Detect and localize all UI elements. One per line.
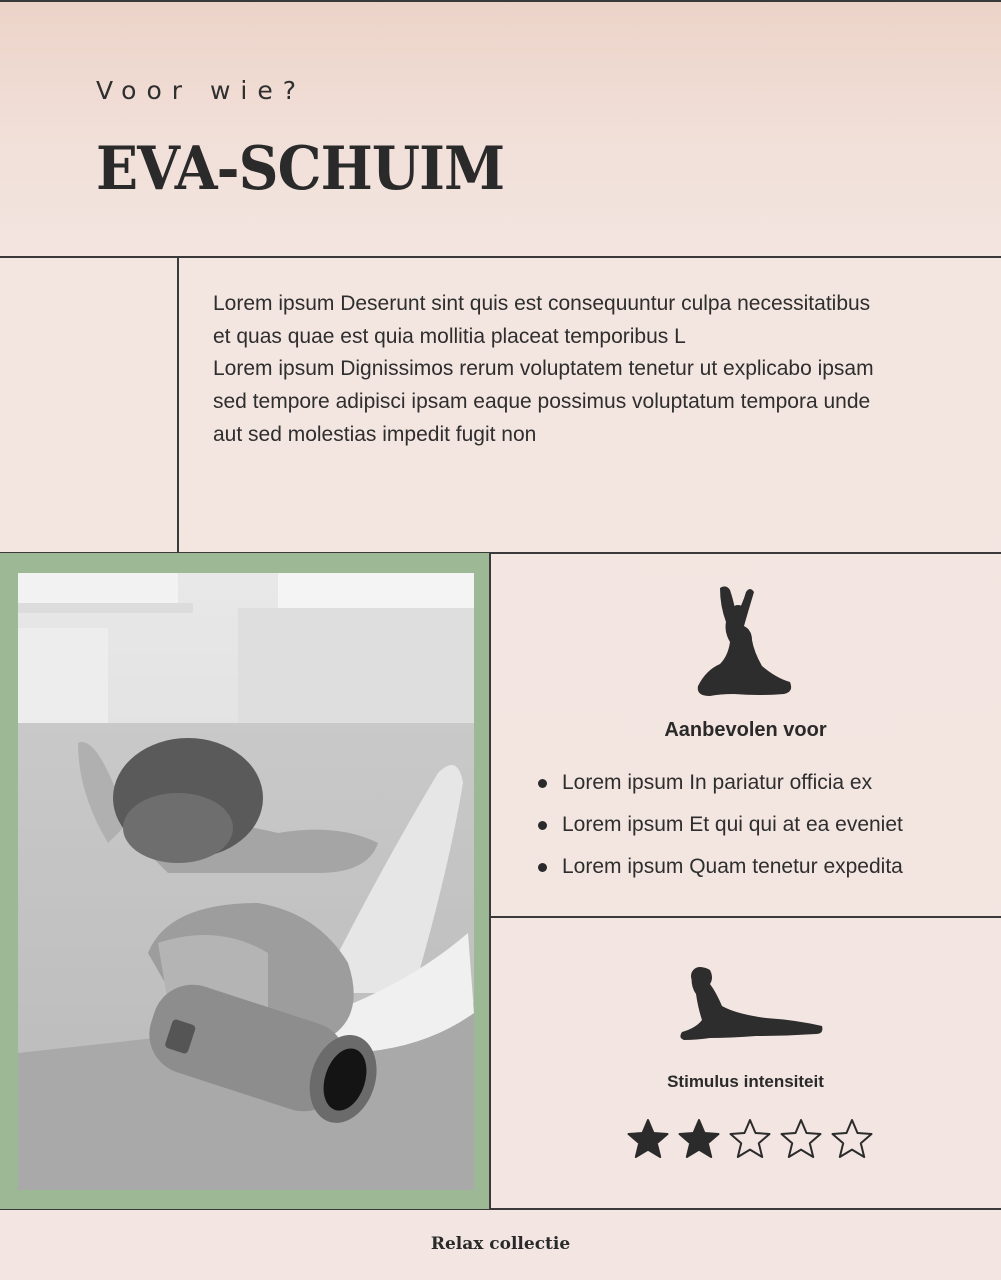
footer-label: Relax collectie [430, 1234, 571, 1254]
woman-foam-roller-photo [18, 573, 474, 1190]
list-item: Lorem ipsum Et qui qui at ea eveniet [538, 809, 903, 851]
panel-vertical-divider [489, 553, 491, 1209]
stimulus-title: Stimulus intensiteit [667, 1072, 824, 1091]
yoga-pose-icon [690, 582, 798, 700]
recommended-list [538, 767, 903, 893]
header-divider [0, 256, 1001, 258]
star-empty-icon [830, 1117, 874, 1161]
star-filled-icon [677, 1117, 721, 1161]
panel-middle-divider [490, 916, 1001, 918]
cobra-pose-icon [676, 962, 826, 1042]
star-empty-icon [779, 1117, 823, 1161]
list-item: Lorem ipsum Quam tenetur expedita [538, 851, 903, 893]
kicker-label: Voor wie? [96, 76, 307, 105]
recommended-title: Aanbevolen voor [664, 719, 827, 741]
star-filled-icon [626, 1117, 670, 1161]
list-item: Lorem ipsum In pariatur officia ex [538, 767, 903, 809]
intro-text [213, 288, 893, 452]
intro-paragraph-1: Lorem ipsum Deserunt sint quis est consequuntur culpa necessitatibus et quas quae est quia mollitia placeat temporibus L [213, 292, 871, 348]
intro-paragraph-2: Lorem ipsum Dignissimos rerum voluptatem tenetur ut explicabo ipsam sed tempore adipisci ipsam eaque possimus voluptatum tempora unde aut sed molestias impedit fugit non [213, 357, 874, 446]
top-border [0, 0, 1001, 2]
page-title: EVA-SCHUIM [96, 134, 505, 204]
star-empty-icon [728, 1117, 772, 1161]
intro-vertical-divider [177, 257, 179, 553]
photo-illustration [18, 573, 474, 1190]
intensity-rating [626, 1117, 874, 1161]
